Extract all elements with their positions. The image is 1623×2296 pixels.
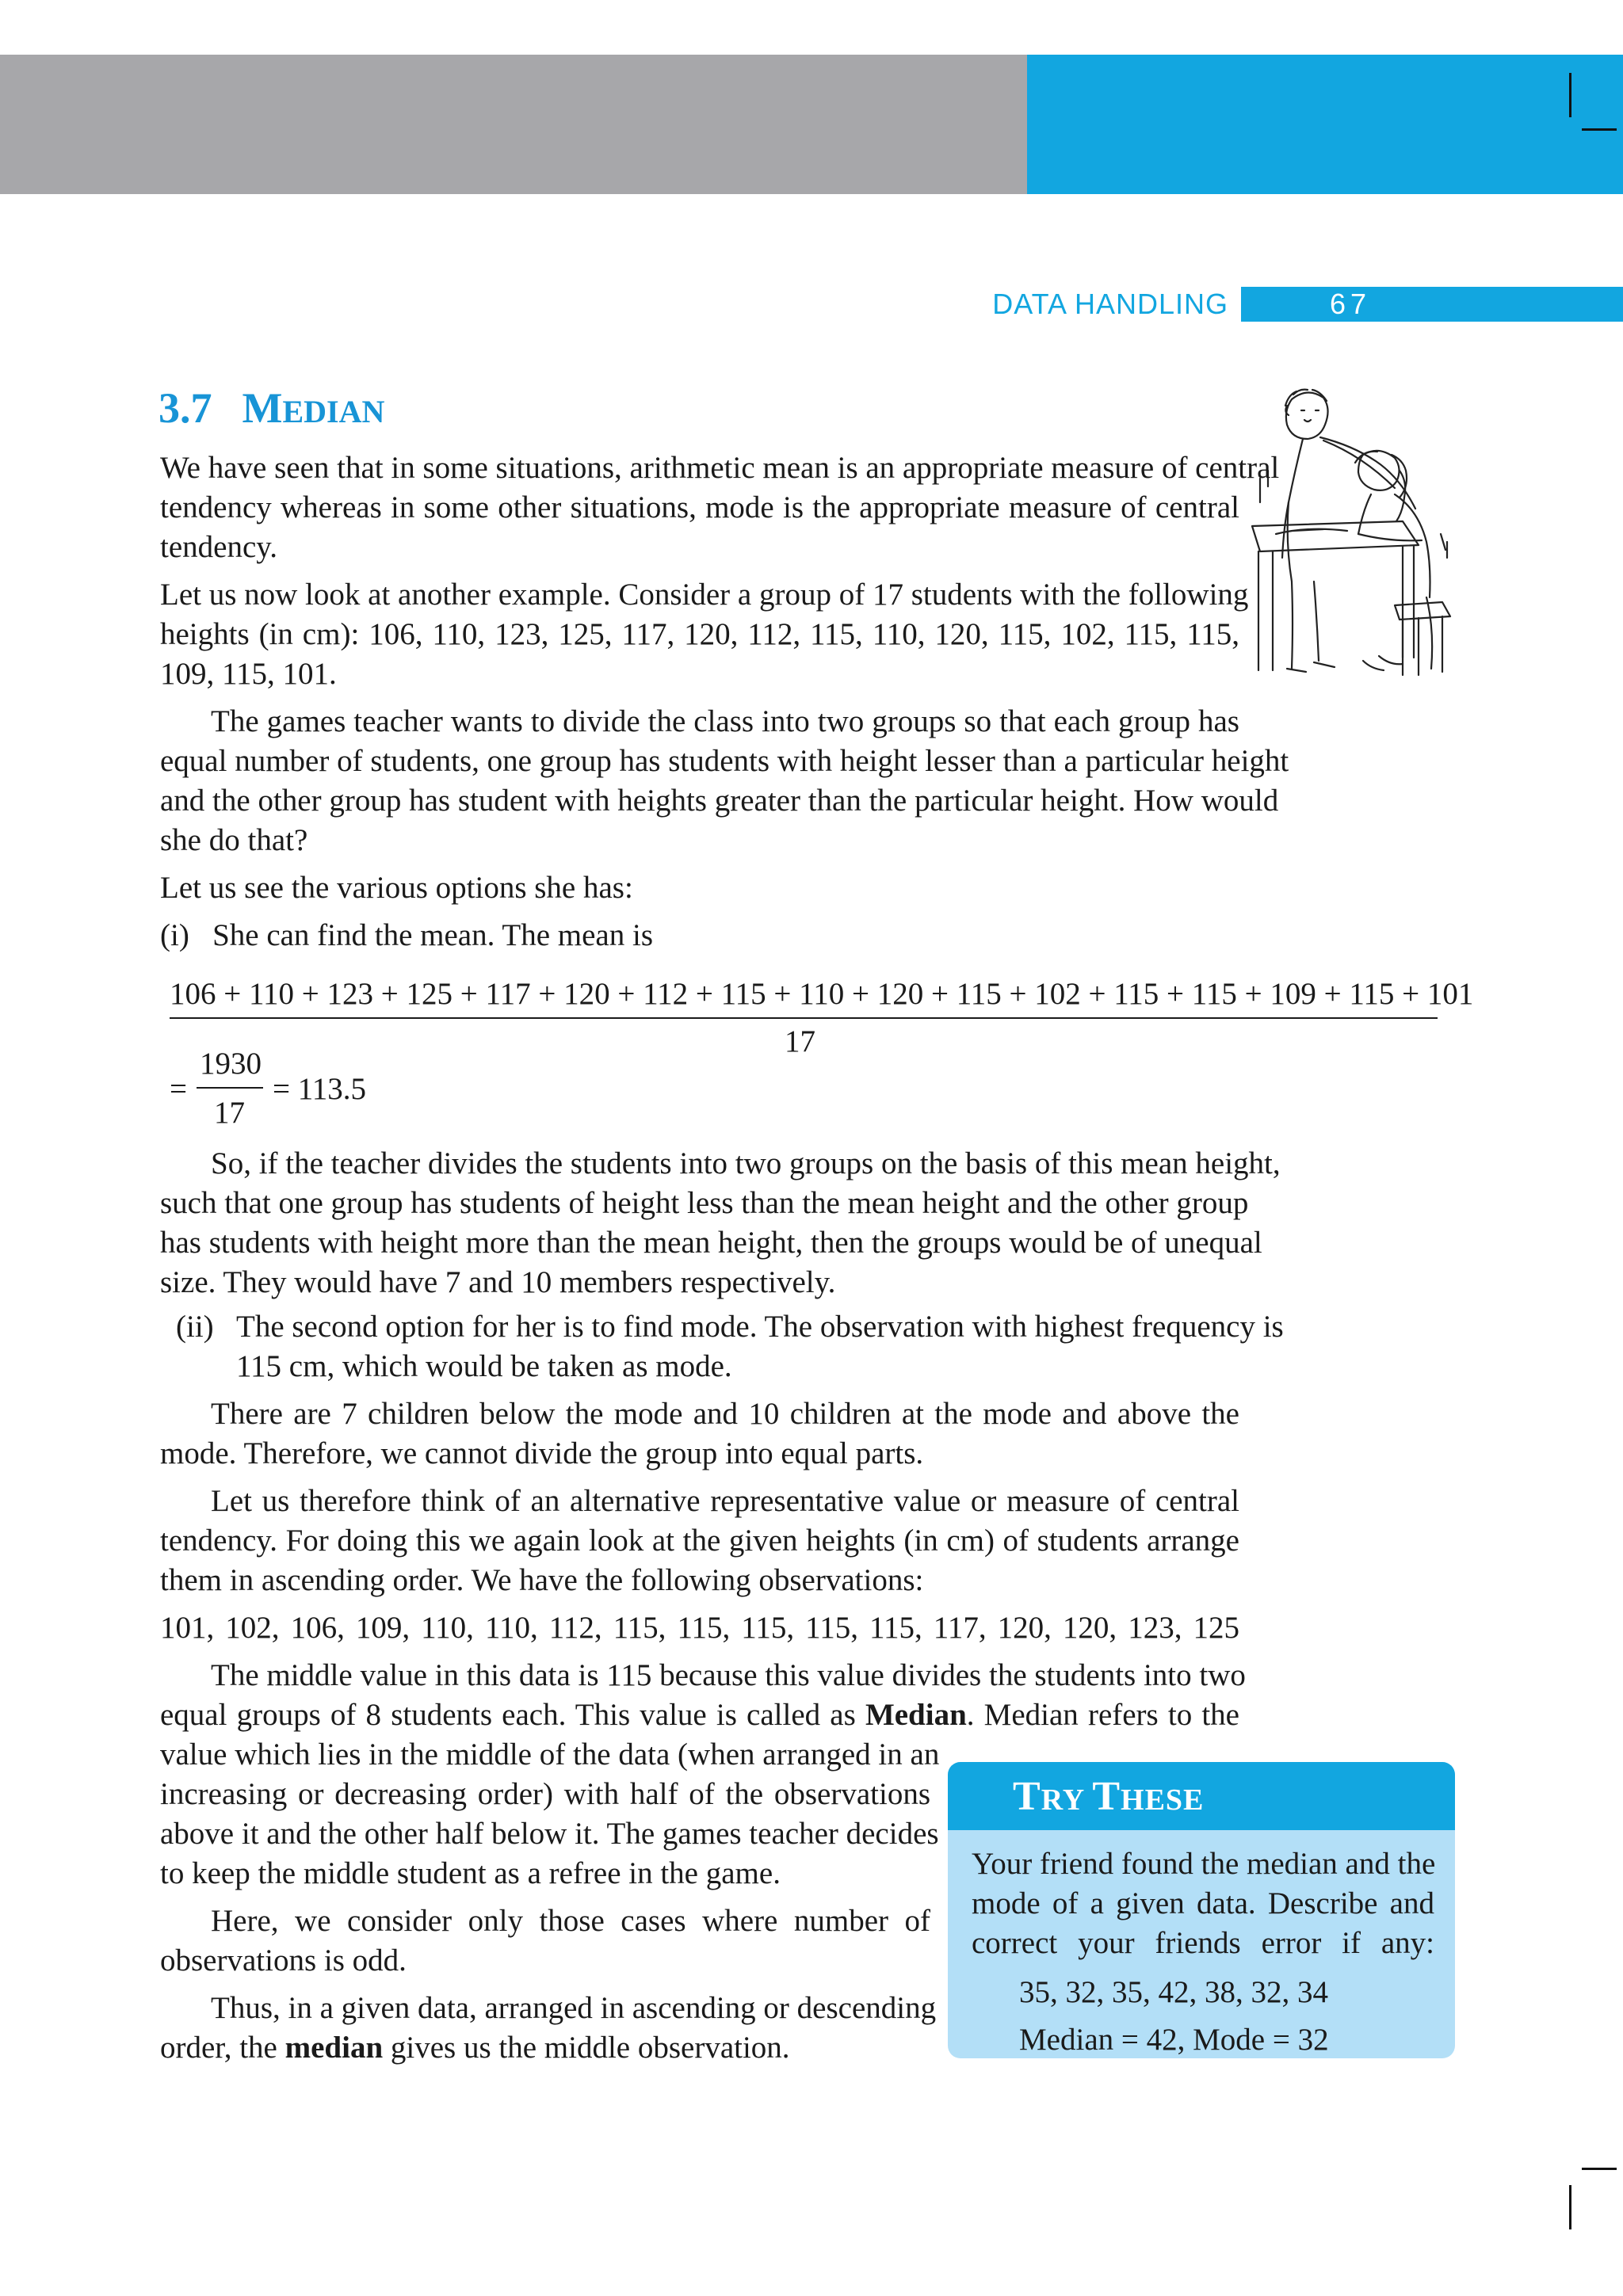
body-text-line: above it and the other half below it. The games teacher decides [160, 1817, 939, 1851]
result-value: = 113.5 [273, 1072, 367, 1106]
mean-denominator: 17 [785, 1024, 815, 1058]
body-text-line: Thus, in a given data, arranged in ascending or descending [211, 1991, 937, 2025]
option-text: She can find the mean. The mean is [212, 918, 654, 952]
running-head: DATA HANDLING [992, 288, 1228, 320]
body-text-line: tendency. For doing this we again look at the given heights (in cm) of students arrange [160, 1524, 1239, 1558]
try-title-initial: T [1092, 1774, 1121, 1819]
body-text-line: and the other group has student with heights greater than the particular height. How would [160, 784, 1279, 818]
try-these-text: correct your friends error if any: [972, 1926, 1434, 1960]
header-blue-band [1027, 55, 1623, 194]
crop-mark [1582, 128, 1617, 131]
body-text-line: The games teacher wants to divide the class into two groups so that each group has [211, 704, 1239, 738]
crop-mark [1582, 2168, 1617, 2170]
body-text-line: size. They would have 7 and 10 members respectively. [160, 1265, 836, 1299]
teacher-student-illustration [1244, 383, 1458, 692]
body-text-line: The middle value in this data is 115 because this value divides the students into two [211, 1658, 1246, 1692]
body-text-line: mode. Therefore, we cannot divide the group into equal parts. [160, 1436, 924, 1470]
mean-numerator: 106 + 110 + 123 + 125 + 117 + 120 + 112 + 115 + 110 + 120 + 115 + 102 + 115 + 115 + 109 + 115 + 101 [170, 977, 1474, 1011]
body-text-line: We have seen that in some situations, arithmetic mean is an appropriate measure of central [160, 451, 1280, 485]
body-text-line: Here, we consider only those cases where number of [211, 1904, 930, 1938]
page-number-bar [1241, 287, 1623, 322]
body-text-line: them in ascending order. We have the following observations: [160, 1563, 924, 1597]
body-text-line: such that one group has students of height less than the mean height and the other group [160, 1186, 1249, 1220]
body-text-line: has students with height more than the mean height, then the groups would be of unequal [160, 1226, 1262, 1260]
section-title [242, 384, 385, 432]
body-text-line: equal number of students, one group has students with height lesser than a particular height [160, 744, 1289, 778]
section-title-initial: M [242, 384, 283, 432]
header-gray-band [0, 55, 1027, 194]
try-these-text: Your friend found the median and the [972, 1847, 1436, 1881]
section-heading [158, 380, 384, 436]
try-these-box [948, 1762, 1455, 2058]
body-text-line: So, if the teacher divides the students into two groups on the basis of this mean height, [211, 1146, 1281, 1180]
option-label: (i) [160, 918, 189, 952]
text-run: . Median refers to the [966, 1698, 1239, 1732]
text-run: gives us the middle observation. [383, 2031, 790, 2065]
body-text-line: she do that? [160, 823, 308, 857]
fraction-bar [170, 1017, 1438, 1019]
body-text-line: 109, 115, 101. [160, 657, 337, 691]
result-denominator: 17 [214, 1096, 245, 1130]
try-these-header [948, 1762, 1455, 1830]
body-text-line: observations is odd. [160, 1943, 407, 1978]
body-text-line: There are 7 children below the mode and 10 children at the mode and above the [211, 1397, 1239, 1431]
body-text-line: increasing or decreasing order) with half of the observations [160, 1777, 930, 1811]
text-run: equal groups of 8 students each. This value is called as [160, 1698, 865, 1732]
try-these-data: 35, 32, 35, 42, 38, 32, 34 [1019, 1975, 1328, 2009]
median-term: median [285, 2031, 384, 2065]
body-text-line: Let us therefore think of an alternative representative value or measure of central [211, 1484, 1239, 1518]
text-run: order, the [160, 2031, 285, 2065]
option-label: (ii) [176, 1310, 214, 1344]
try-title-initial: T [1013, 1774, 1041, 1819]
body-text-line: tendency whereas in some other situations, mode is the appropriate measure of central [160, 490, 1239, 524]
body-text-line: The second option for her is to find mode. The observation with highest frequency is [236, 1310, 1284, 1344]
body-text-line [160, 1695, 1239, 1735]
median-term: Median [865, 1698, 967, 1732]
sorted-observations: 101, 102, 106, 109, 110, 110, 112, 115, 115, 115, 115, 115, 117, 120, 120, 123, 125 [160, 1611, 1239, 1645]
try-these-text: mode of a given data. Describe and [972, 1886, 1434, 1920]
crop-mark [1569, 73, 1571, 117]
body-text-line: to keep the middle student as a refree in the game. [160, 1856, 781, 1890]
try-these-answer: Median = 42, Mode = 32 [1019, 2023, 1329, 2057]
body-text-line: Let us now look at another example. Consider a group of 17 students with the following [160, 578, 1249, 612]
crop-mark [1569, 2185, 1571, 2229]
try-title-part: RY [1041, 1783, 1093, 1817]
body-text-line: tendency. [160, 530, 277, 564]
equals-sign: = [170, 1072, 187, 1106]
body-text-line: Let us see the various options she has: [160, 871, 633, 905]
body-text-line: 115 cm, which would be taken as mode. [236, 1349, 732, 1383]
body-text-line [160, 2028, 930, 2068]
section-number: 3.7 [158, 384, 212, 432]
fraction-bar [197, 1087, 263, 1089]
try-title-part: HESE [1121, 1783, 1205, 1817]
body-text-line: value which lies in the middle of the data (when arranged in an [160, 1737, 940, 1772]
option-item [160, 916, 1239, 955]
page-number: 67 [1330, 288, 1372, 320]
section-title-rest: EDIAN [282, 394, 385, 429]
result-numerator: 1930 [200, 1047, 262, 1081]
body-text-line: heights (in cm): 106, 110, 123, 125, 117, 120, 112, 115, 110, 120, 115, 102, 115, 115, [160, 617, 1239, 651]
try-these-title [1013, 1773, 1204, 1824]
